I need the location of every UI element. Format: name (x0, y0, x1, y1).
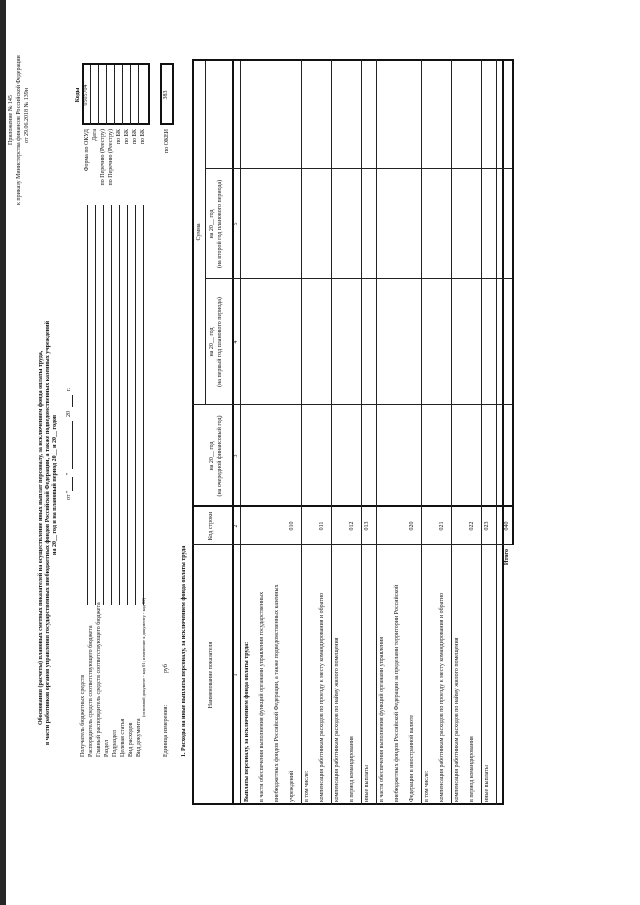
table-row-name: в части обеспечения выполнения функций органами управления государственных (259, 591, 265, 802)
table-row-divider (451, 59, 452, 805)
okei-code: 383 (163, 90, 169, 100)
doc-type-hint: (основной документ - код 01; изменение к документу - код 02) (141, 597, 146, 717)
appendix-line-3: от 29.06.2018 № 139н (24, 88, 30, 143)
header-field-underline (119, 205, 120, 605)
appendix-line-2: к приказу Министерства финансов Российской Федерации (16, 55, 22, 205)
table-row-code: 020 (409, 521, 415, 531)
header-field-label: Вид документа (136, 718, 142, 757)
total-label: Итого (504, 549, 510, 566)
header-field-underline (127, 205, 128, 605)
header-field-underline (95, 205, 96, 605)
table-row-name: компенсация работникам расходов по найму жилого помещения (334, 637, 340, 802)
col-header-name: Наименование показателя (208, 641, 214, 709)
table-row-name: Выплаты персоналу, за исключением фонда оплаты труда: (244, 641, 250, 802)
table-row-name: внебюджетных фондов Российской Федерации, а также подведомственных казенных (274, 584, 280, 802)
col-header-y2-year: на 20__ год (209, 327, 215, 357)
section-1-heading: 1. Расходы на иные выплаты персоналу, за исключением фонда оплаты труда (181, 545, 187, 757)
header-field-underline (87, 205, 88, 605)
table-row-name: в период командирования (469, 736, 475, 802)
table-row-name: в период командирования (349, 736, 355, 802)
header-field-underline (111, 205, 112, 605)
table-row-name: учреждений (289, 770, 295, 802)
table-row-name: Федерации в иностранной валюте (409, 714, 415, 802)
form-title-line-1: Обоснования (расчеты) плановых сметных показателей на осуществление иных выплат персоналу, за исключением фонда оплаты труда, (38, 350, 44, 725)
table-row-divider (421, 59, 422, 805)
date-suffix: г. (66, 387, 72, 391)
header-field-label: Целевая статья (120, 718, 126, 757)
table-row-divider (496, 59, 497, 805)
table-row-code: 011 (319, 521, 325, 531)
col-header-y3-desc: (на второй год планового периода) (217, 179, 223, 269)
header-field-underline (103, 205, 104, 605)
codes-box-left (82, 123, 150, 125)
form-title-line-3: на 20__ год и на плановый период 20__ и 20__ годов (52, 414, 58, 555)
bk-label-2: по БК (124, 129, 130, 145)
okud-code: 0505704 (83, 84, 89, 106)
table-row-name: в части обеспечения выполнения функций органами управления (379, 636, 385, 802)
table-row-name: компенсация работникам расходов по найму жилого помещения (454, 637, 460, 802)
date-prefix: от " (66, 490, 72, 500)
table-row-name: в том числе: (304, 770, 310, 802)
table-row-name: компенсация работникам расходов по проезду к месту командирования и обратно (319, 592, 325, 802)
table-row-code: 010 (289, 521, 295, 531)
header-field-underline (135, 205, 136, 605)
bk-label-4: по БК (140, 129, 146, 145)
table-row-name: внебюджетных фондов Российской Федерации за пределами территории Российской (394, 584, 400, 802)
table-row-divider (376, 59, 377, 805)
header-field-label: Получатель бюджетных средств (80, 674, 86, 757)
date-mid: " (66, 472, 72, 475)
col-number-2: 2 (233, 524, 239, 528)
okud-label: Форма по ОКУД (84, 129, 90, 172)
table-row-name: иные выплаты (484, 765, 490, 802)
col-header-code: Код строки (208, 511, 214, 541)
form-title-line-2: в части работников органов управления государственных внебюджетных фондов Российской Федерации, а также подведомственных казенных учреждений (45, 320, 51, 745)
col-number-3: 3 (233, 454, 239, 458)
table-row-code: 012 (349, 521, 355, 531)
codes-box-bottom (148, 63, 150, 125)
date-code-label: Дата (92, 129, 98, 141)
col-header-y2-desc: (на первый год планового периода) (217, 297, 223, 387)
col-number-5: 5 (233, 222, 239, 226)
header-field-label: Распорядитель средств соответствующего бюджета (88, 625, 94, 757)
header-field-label: Главный распорядитель средств соответствующего бюджета (96, 602, 102, 757)
registry-label-2: по Перечню (Реестру) (108, 129, 114, 186)
unit-value: руб (163, 664, 169, 673)
table-row-name: в том числе: (424, 770, 430, 802)
scan-edge-shadow (0, 0, 6, 905)
col-number-4: 4 (233, 340, 239, 344)
codes-box-right (82, 63, 150, 65)
table-row-code: 021 (439, 521, 445, 531)
unit-label: Единица измерения: (163, 704, 169, 757)
date-year: 20 (66, 411, 72, 417)
table-row-divider (481, 59, 482, 805)
table-row-divider (331, 59, 332, 805)
table-row-divider (361, 59, 362, 805)
table-row-code: 013 (364, 521, 370, 531)
col-header-y1-desc: (на очередной финансовый год) (217, 415, 223, 497)
table-row-code: 023 (484, 521, 490, 531)
okei-label: по ОКЕИ (164, 129, 170, 154)
total-code: 040 (504, 521, 510, 531)
registry-label-1: по Перечню (Реестру) (100, 129, 106, 186)
col-header-y3-year: на 20__ год (209, 209, 215, 239)
table-row-name: компенсация работникам расходов по проезду к месту командирования и обратно (439, 592, 445, 802)
bk-label-3: по БК (132, 129, 138, 145)
col-header-sum: Сумма (196, 223, 202, 241)
date-day-underline (72, 477, 73, 491)
header-field-label: Подраздел (112, 730, 118, 757)
date-year-underline (72, 395, 73, 407)
bk-label-1: по БК (116, 129, 122, 145)
appendix-line-1: Приложение № 145 (8, 95, 14, 145)
header-field-underline (143, 205, 144, 605)
table-row-code: 022 (469, 521, 475, 531)
col-number-1: 1 (233, 673, 239, 677)
table-row-divider (301, 59, 302, 805)
header-field-label: Раздел (104, 740, 110, 757)
header-field-label: Вид расходов (128, 722, 134, 757)
col-header-y1-year: на 20__ год (209, 441, 215, 471)
table-row-name: иные выплаты (364, 765, 370, 802)
codes-header: Коды (75, 87, 81, 103)
date-month-underline (72, 421, 73, 469)
